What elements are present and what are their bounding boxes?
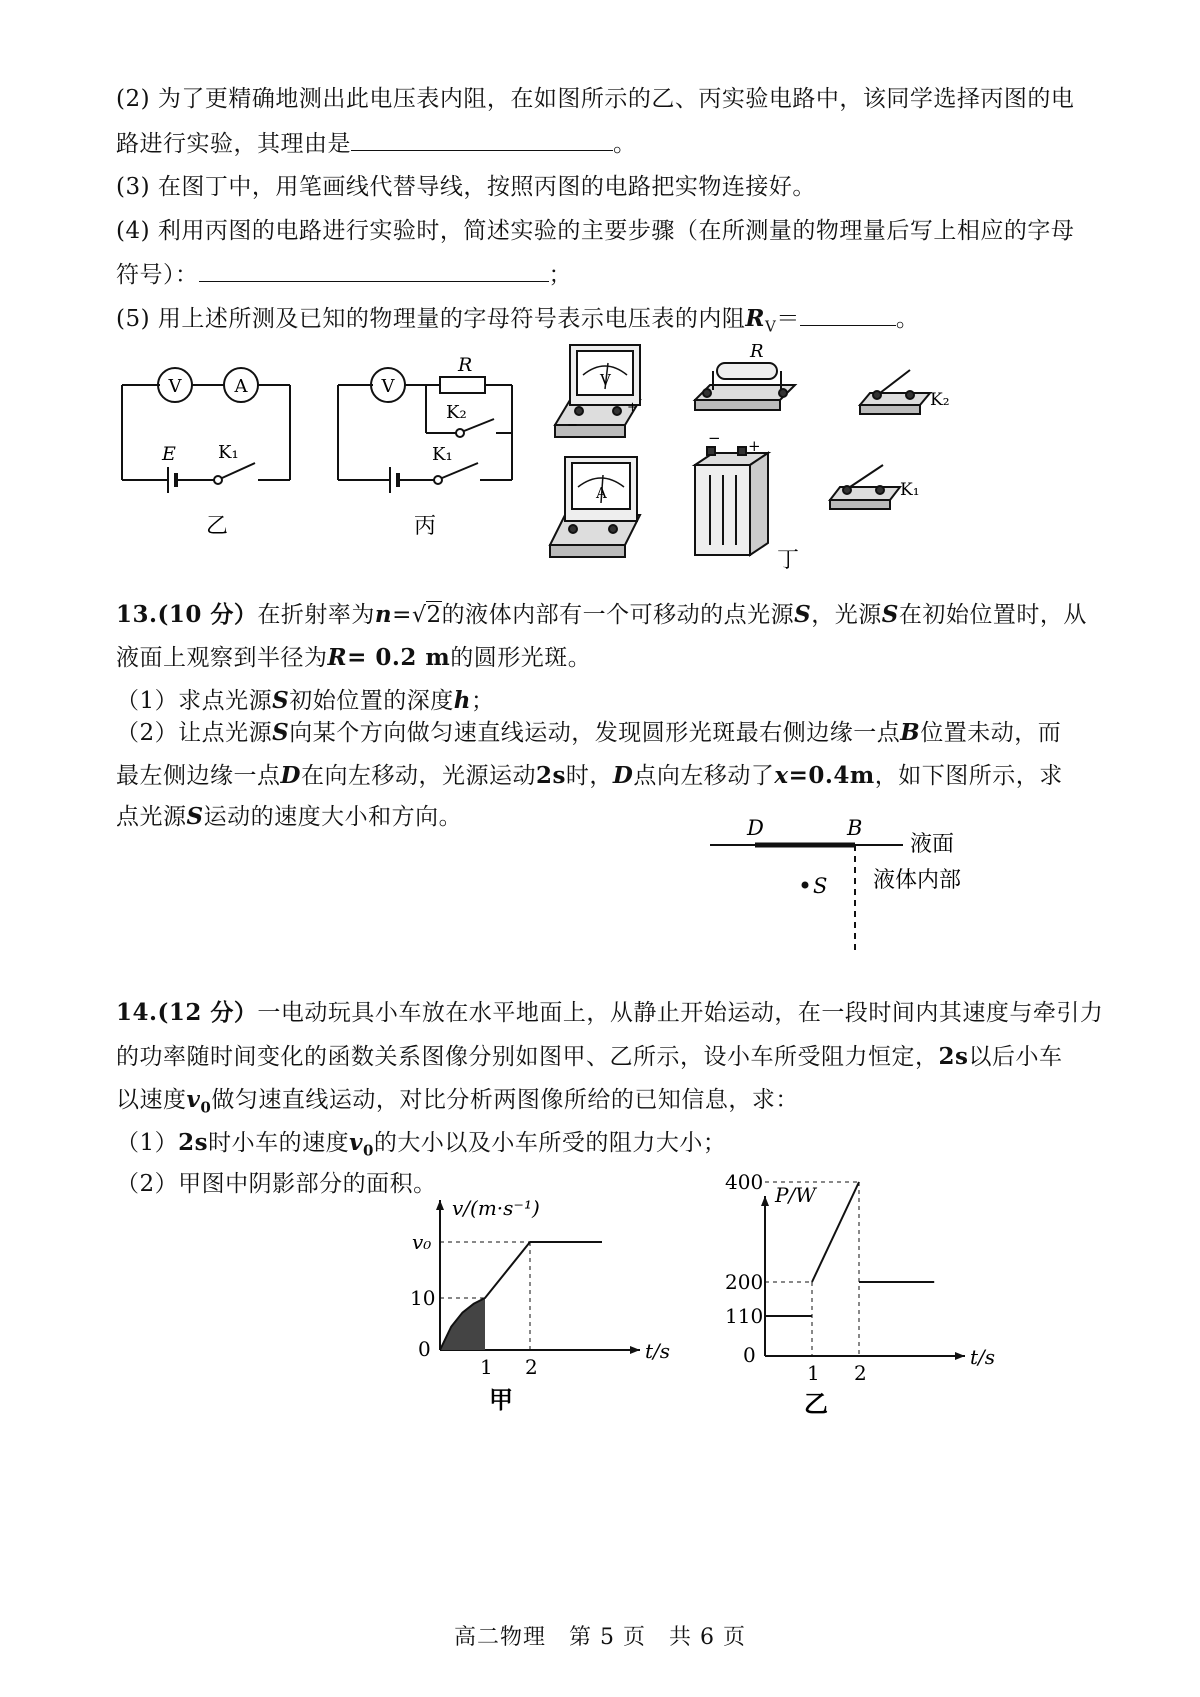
answer-blank-steps[interactable] — [199, 259, 549, 282]
q12-part4-line1: (4) 利用丙图的电路进行实验时，简述实验的主要步骤（在所测量的物理量后写上相应的字母 — [116, 218, 1075, 244]
q14-line1: 14.(12 分）一电动玩具小车放在水平地面上，从静止开始运动，在一段时间内其速度与牵引力 — [116, 999, 1104, 1026]
point-b-label: B — [847, 816, 863, 840]
circuit-yi — [110, 355, 310, 545]
q12-part4-line2: 符号）： ； — [116, 259, 572, 290]
resistor-device-label: R — [750, 341, 764, 362]
q12-part2-line1: (2) 为了更精确地测出此电压表内阻，在如图所示的乙、丙实验电路中，该同学选择丙图的电 — [116, 86, 1075, 112]
answer-blank-rv[interactable] — [800, 303, 896, 326]
x-axis-arrow — [955, 1352, 965, 1360]
page-footer: 高二物理 第 5 页 共 6 页 — [454, 1625, 746, 1650]
ammeter-device — [550, 457, 640, 557]
chart-jia — [410, 1185, 690, 1415]
x-axis-arrow — [630, 1346, 640, 1354]
x-axis-label: t/s — [645, 1339, 671, 1363]
q14-line3: 以速度$v_0$做匀速直线运动，对比分析两图像所给的已知信息，求： — [116, 1086, 799, 1117]
figure-label-bing: 丙 — [414, 514, 437, 539]
x-tick-label: 1 — [480, 1355, 493, 1379]
battery-plus: + — [748, 437, 761, 455]
q12-part2-line2: 路进行实验，其理由是 。 — [116, 128, 637, 159]
q12-part3: (3) 在图丁中，用笔画线代替导线，按照丙图的电路把实物连接好。 — [116, 174, 816, 200]
switch-k2-device — [860, 370, 930, 414]
chart-title: 乙 — [804, 1389, 828, 1418]
circuit-bing — [328, 355, 538, 545]
x-tick-label: 2 — [854, 1361, 867, 1385]
switch-k1-label: K₁ — [218, 442, 239, 463]
y-tick-label: 200 — [725, 1270, 764, 1294]
chart-title: 甲 — [489, 1385, 513, 1414]
x-tick-label: 2 — [525, 1355, 538, 1379]
resistor-label: R — [458, 354, 473, 376]
q13-sub2-line2: 最左侧边缘一点D在向左移动，光源运动2s时，D点向左移动了x=0.4m，如下图所示，求 — [116, 762, 1063, 789]
chart-yi — [725, 1170, 1000, 1418]
q14-sub2: （2）甲图中阴影部分的面积。 — [116, 1171, 437, 1197]
switch-k1-device-label: K₁ — [900, 480, 920, 500]
resistor-symbol — [440, 377, 485, 393]
voltmeter-label-bing: V — [381, 376, 395, 397]
figure-label-ding: 丁 — [777, 548, 800, 573]
x-tick-label: 1 — [807, 1361, 820, 1385]
q14-sub1: （1）2s时小车的速度$v_0$的大小以及小车所受的阻力大小； — [116, 1129, 727, 1160]
x-axis-label: t/s — [970, 1345, 996, 1369]
y-axis-arrow — [761, 1196, 769, 1206]
voltmeter-plus: + — [627, 400, 638, 415]
y-tick-label: v₀ — [412, 1230, 432, 1254]
voltmeter-minus: − — [567, 418, 578, 433]
series-segment-2 — [812, 1182, 859, 1282]
point-s-label: S — [813, 874, 828, 898]
y-tick-label: 0 — [418, 1337, 431, 1361]
voltmeter-label: V — [168, 376, 182, 397]
y-tick-label: 0 — [743, 1343, 756, 1367]
y-tick-label: 10 — [410, 1286, 436, 1310]
q13-sub2-line3: 点光源S运动的速度大小和方向。 — [116, 803, 463, 830]
q12-part5: (5) 用上述所测及已知的物理量的字母符号表示电压表的内阻$R_V=$ 。 — [116, 305, 920, 336]
switch-k1-label-bing: K₁ — [432, 444, 453, 465]
y-axis-arrow — [436, 1200, 444, 1210]
apparatus-ding — [545, 335, 985, 575]
resistor-device — [695, 363, 795, 410]
q13-sub1: （1）求点光源S初始位置的深度h； — [116, 687, 495, 714]
y-axis-label: P/W — [775, 1183, 816, 1207]
q13-surface-figure — [705, 815, 1015, 965]
answer-blank-reason[interactable] — [351, 128, 613, 151]
switch-k2-device-label: K₂ — [930, 390, 950, 410]
q13-sub2-line1: （2）让点光源S向某个方向做匀速直线运动，发现圆形光斑最右侧边缘一点B位置未动，而 — [116, 719, 1062, 746]
y-tick-label: 400 — [725, 1170, 764, 1194]
point-d-label: D — [747, 816, 764, 840]
switch-k2-label: K₂ — [446, 402, 467, 423]
y-tick-label: 110 — [725, 1304, 764, 1328]
ammeter-label: A — [234, 376, 248, 397]
battery-device — [695, 447, 768, 555]
figure-label-yi: 乙 — [206, 514, 229, 539]
q13-line2: 液面上观察到半径为R= 0.2 m的圆形光斑。 — [116, 644, 592, 671]
shaded-area — [440, 1298, 485, 1350]
emf-label: E — [162, 443, 176, 465]
surface-label: 液面 — [910, 832, 955, 857]
ammeter-device-label: A — [596, 484, 607, 502]
q14-line2: 的功率随时间变化的函数关系图像分别如图甲、乙所示，设小车所受阻力恒定，2s以后小车 — [116, 1043, 1063, 1070]
voltmeter-device-label: V — [600, 371, 611, 389]
y-axis-label: v/(m·s⁻¹) — [452, 1196, 540, 1220]
switch-k1-device — [830, 465, 900, 509]
battery-minus: − — [708, 429, 721, 447]
q13-line1: 13.(10 分）在折射率为n=√2的液体内部有一个可移动的点光源S，光源S在初始位置时，从 — [116, 601, 1087, 628]
liquid-interior-label: 液体内部 — [873, 868, 962, 893]
